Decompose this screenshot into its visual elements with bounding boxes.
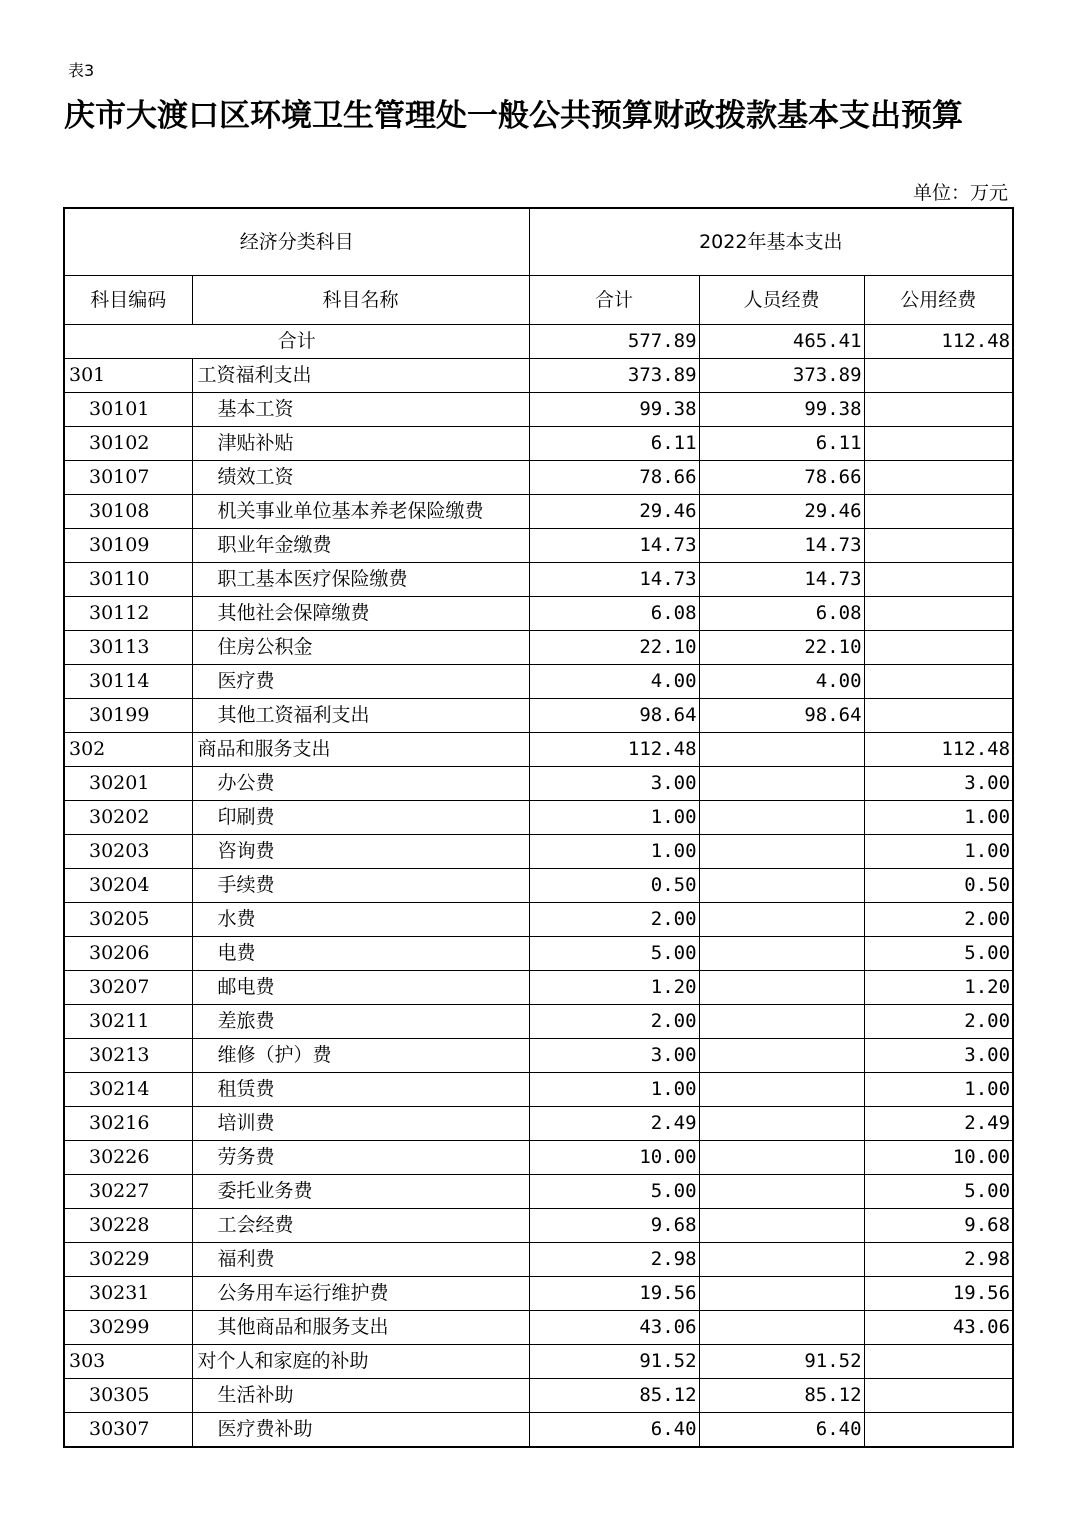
row-code: 30216: [64, 1107, 192, 1141]
row-total: 22.10: [529, 631, 699, 665]
table-row: [64, 733, 1013, 767]
row-name: 租赁费: [192, 1073, 529, 1107]
row-name: 水费: [192, 903, 529, 937]
row-public: 2.00: [864, 903, 1013, 937]
row-total: 2.49: [529, 1107, 699, 1141]
row-public: [864, 597, 1013, 631]
header-public: 公用经费: [864, 276, 1013, 325]
table-row: [64, 971, 1013, 1005]
row-public: 3.00: [864, 1039, 1013, 1073]
row-personnel: 6.11: [699, 427, 864, 461]
row-total: 99.38: [529, 393, 699, 427]
table-row: [64, 1277, 1013, 1311]
row-personnel: 14.73: [699, 563, 864, 597]
budget-table: [63, 207, 1014, 1448]
row-code: 30108: [64, 495, 192, 529]
row-public: 3.00: [864, 767, 1013, 801]
row-public: 5.00: [864, 937, 1013, 971]
row-name: 工会经费: [192, 1209, 529, 1243]
row-personnel: 14.73: [699, 529, 864, 563]
row-personnel: [699, 1243, 864, 1277]
row-code: 30113: [64, 631, 192, 665]
row-code: 30114: [64, 665, 192, 699]
header-basic-expenditure: 2022年基本支出: [529, 208, 1013, 276]
row-public: 1.00: [864, 835, 1013, 869]
row-name: 手续费: [192, 869, 529, 903]
row-code: 30228: [64, 1209, 192, 1243]
row-total: 1.00: [529, 1073, 699, 1107]
row-personnel: [699, 1039, 864, 1073]
page-title: [40, 94, 1040, 138]
row-public: [864, 393, 1013, 427]
row-name: 劳务费: [192, 1141, 529, 1175]
header-code: 科目编码: [64, 276, 192, 325]
row-personnel: 22.10: [699, 631, 864, 665]
row-personnel: [699, 937, 864, 971]
row-public: [864, 631, 1013, 665]
table-row: [64, 699, 1013, 733]
row-name: 培训费: [192, 1107, 529, 1141]
row-total: 9.68: [529, 1209, 699, 1243]
row-public: 2.00: [864, 1005, 1013, 1039]
row-public: [864, 427, 1013, 461]
row-public: 1.00: [864, 801, 1013, 835]
header-name: 科目名称: [192, 276, 529, 325]
header-row-1: [64, 208, 1013, 276]
row-personnel: [699, 1005, 864, 1039]
row-total: 2.00: [529, 1005, 699, 1039]
total-total: 577.89: [529, 325, 699, 359]
table-row: [64, 631, 1013, 665]
row-personnel: [699, 767, 864, 801]
row-code: 301: [64, 359, 192, 393]
row-code: 30206: [64, 937, 192, 971]
row-total: 14.73: [529, 563, 699, 597]
row-total: 3.00: [529, 767, 699, 801]
row-total: 6.11: [529, 427, 699, 461]
row-personnel: [699, 801, 864, 835]
table-row: [64, 903, 1013, 937]
table-row: [64, 529, 1013, 563]
row-name: 对个人和家庭的补助: [192, 1345, 529, 1379]
table-row: [64, 1413, 1013, 1448]
row-code: 30112: [64, 597, 192, 631]
row-personnel: 85.12: [699, 1379, 864, 1413]
row-personnel: [699, 1141, 864, 1175]
row-total: 0.50: [529, 869, 699, 903]
row-name: 咨询费: [192, 835, 529, 869]
row-public: 10.00: [864, 1141, 1013, 1175]
row-name: 住房公积金: [192, 631, 529, 665]
row-public: [864, 699, 1013, 733]
row-public: [864, 1379, 1013, 1413]
row-name: 绩效工资: [192, 461, 529, 495]
row-name: 差旅费: [192, 1005, 529, 1039]
row-name: 医疗费补助: [192, 1413, 529, 1448]
row-name: 工资福利支出: [192, 359, 529, 393]
row-personnel: [699, 1175, 864, 1209]
row-public: 43.06: [864, 1311, 1013, 1345]
header-total: 合计: [529, 276, 699, 325]
table-row: [64, 393, 1013, 427]
row-name: 其他工资福利支出: [192, 699, 529, 733]
row-code: 303: [64, 1345, 192, 1379]
row-name: 机关事业单位基本养老保险缴费: [192, 495, 529, 529]
row-code: 302: [64, 733, 192, 767]
row-name: 职业年金缴费: [192, 529, 529, 563]
row-code: 30205: [64, 903, 192, 937]
table-row: [64, 1209, 1013, 1243]
row-total: 1.20: [529, 971, 699, 1005]
row-total: 91.52: [529, 1345, 699, 1379]
row-public: 112.48: [864, 733, 1013, 767]
row-code: 30226: [64, 1141, 192, 1175]
row-code: 30214: [64, 1073, 192, 1107]
total-label: 合计: [64, 325, 529, 359]
table-row: [64, 461, 1013, 495]
header-econ-class: 经济分类科目: [64, 208, 529, 276]
row-name: 商品和服务支出: [192, 733, 529, 767]
row-total: 19.56: [529, 1277, 699, 1311]
row-total: 43.06: [529, 1311, 699, 1345]
table-number: 表3: [68, 61, 95, 80]
row-total: 10.00: [529, 1141, 699, 1175]
row-total: 2.00: [529, 903, 699, 937]
row-total: 5.00: [529, 1175, 699, 1209]
row-code: 30207: [64, 971, 192, 1005]
row-public: [864, 1345, 1013, 1379]
row-personnel: 91.52: [699, 1345, 864, 1379]
row-name: 维修（护）费: [192, 1039, 529, 1073]
header-personnel: 人员经费: [699, 276, 864, 325]
row-code: 30109: [64, 529, 192, 563]
row-personnel: 78.66: [699, 461, 864, 495]
row-total: 6.08: [529, 597, 699, 631]
row-public: 2.49: [864, 1107, 1013, 1141]
table-row: [64, 1005, 1013, 1039]
row-name: 医疗费: [192, 665, 529, 699]
table-row: [64, 1107, 1013, 1141]
row-total: 3.00: [529, 1039, 699, 1073]
row-code: 30229: [64, 1243, 192, 1277]
row-personnel: 6.08: [699, 597, 864, 631]
row-public: [864, 563, 1013, 597]
row-code: 30305: [64, 1379, 192, 1413]
row-personnel: [699, 1277, 864, 1311]
row-code: 30202: [64, 801, 192, 835]
row-name: 津贴补贴: [192, 427, 529, 461]
row-code: 30201: [64, 767, 192, 801]
row-name: 其他社会保障缴费: [192, 597, 529, 631]
table-row: [64, 835, 1013, 869]
row-code: 30101: [64, 393, 192, 427]
row-public: 2.98: [864, 1243, 1013, 1277]
table-row: [64, 1243, 1013, 1277]
row-code: 30211: [64, 1005, 192, 1039]
total-personnel: 465.41: [699, 325, 864, 359]
row-name: 委托业务费: [192, 1175, 529, 1209]
row-name: 办公费: [192, 767, 529, 801]
row-public: 19.56: [864, 1277, 1013, 1311]
row-public: 9.68: [864, 1209, 1013, 1243]
table-row: [64, 767, 1013, 801]
row-total: 373.89: [529, 359, 699, 393]
row-total: 98.64: [529, 699, 699, 733]
table-row: [64, 1311, 1013, 1345]
row-code: 30199: [64, 699, 192, 733]
row-public: 5.00: [864, 1175, 1013, 1209]
row-total: 1.00: [529, 801, 699, 835]
row-code: 30231: [64, 1277, 192, 1311]
row-personnel: [699, 835, 864, 869]
row-name: 职工基本医疗保险缴费: [192, 563, 529, 597]
table-row: [64, 1175, 1013, 1209]
row-personnel: 99.38: [699, 393, 864, 427]
row-code: 30102: [64, 427, 192, 461]
row-public: [864, 1413, 1013, 1448]
row-public: [864, 359, 1013, 393]
row-name: 印刷费: [192, 801, 529, 835]
table-row: [64, 801, 1013, 835]
row-total: 6.40: [529, 1413, 699, 1448]
page-title-text: 庆市大渡口区环境卫生管理处一般公共预算财政拨款基本支出预算: [64, 98, 963, 134]
row-code: 30227: [64, 1175, 192, 1209]
header-row-2: [64, 276, 1013, 325]
row-code: 30204: [64, 869, 192, 903]
row-total: 29.46: [529, 495, 699, 529]
row-code: 30110: [64, 563, 192, 597]
row-total: 5.00: [529, 937, 699, 971]
row-code: 30307: [64, 1413, 192, 1448]
row-name: 福利费: [192, 1243, 529, 1277]
row-total: 78.66: [529, 461, 699, 495]
row-personnel: 6.40: [699, 1413, 864, 1448]
row-personnel: [699, 1107, 864, 1141]
total-row: [64, 325, 1013, 359]
row-personnel: [699, 1073, 864, 1107]
row-name: 其他商品和服务支出: [192, 1311, 529, 1345]
unit-label: 单位：万元: [912, 182, 1008, 204]
row-personnel: 98.64: [699, 699, 864, 733]
table-row: [64, 1379, 1013, 1413]
row-personnel: [699, 869, 864, 903]
row-personnel: [699, 1311, 864, 1345]
table-row: [64, 597, 1013, 631]
row-name: 生活补助: [192, 1379, 529, 1413]
row-total: 4.00: [529, 665, 699, 699]
row-total: 1.00: [529, 835, 699, 869]
row-personnel: [699, 971, 864, 1005]
row-name: 邮电费: [192, 971, 529, 1005]
row-public: [864, 495, 1013, 529]
row-total: 112.48: [529, 733, 699, 767]
row-total: 2.98: [529, 1243, 699, 1277]
total-public: 112.48: [864, 325, 1013, 359]
row-personnel: [699, 733, 864, 767]
row-personnel: [699, 903, 864, 937]
table-row: [64, 563, 1013, 597]
table-row: [64, 359, 1013, 393]
table-row: [64, 1039, 1013, 1073]
table-row: [64, 1141, 1013, 1175]
row-personnel: 4.00: [699, 665, 864, 699]
table-row: [64, 495, 1013, 529]
row-code: 30299: [64, 1311, 192, 1345]
row-personnel: 29.46: [699, 495, 864, 529]
row-code: 30203: [64, 835, 192, 869]
row-name: 电费: [192, 937, 529, 971]
row-public: [864, 529, 1013, 563]
row-public: 1.20: [864, 971, 1013, 1005]
row-code: 30213: [64, 1039, 192, 1073]
row-name: 公务用车运行维护费: [192, 1277, 529, 1311]
table-row: [64, 1345, 1013, 1379]
row-code: 30107: [64, 461, 192, 495]
row-total: 14.73: [529, 529, 699, 563]
table-row: [64, 427, 1013, 461]
row-public: 0.50: [864, 869, 1013, 903]
row-personnel: 373.89: [699, 359, 864, 393]
table-row: [64, 937, 1013, 971]
table-row: [64, 869, 1013, 903]
row-personnel: [699, 1209, 864, 1243]
table-row: [64, 1073, 1013, 1107]
row-public: 1.00: [864, 1073, 1013, 1107]
row-public: [864, 461, 1013, 495]
row-total: 85.12: [529, 1379, 699, 1413]
row-name: 基本工资: [192, 393, 529, 427]
table-row: [64, 665, 1013, 699]
row-public: [864, 665, 1013, 699]
